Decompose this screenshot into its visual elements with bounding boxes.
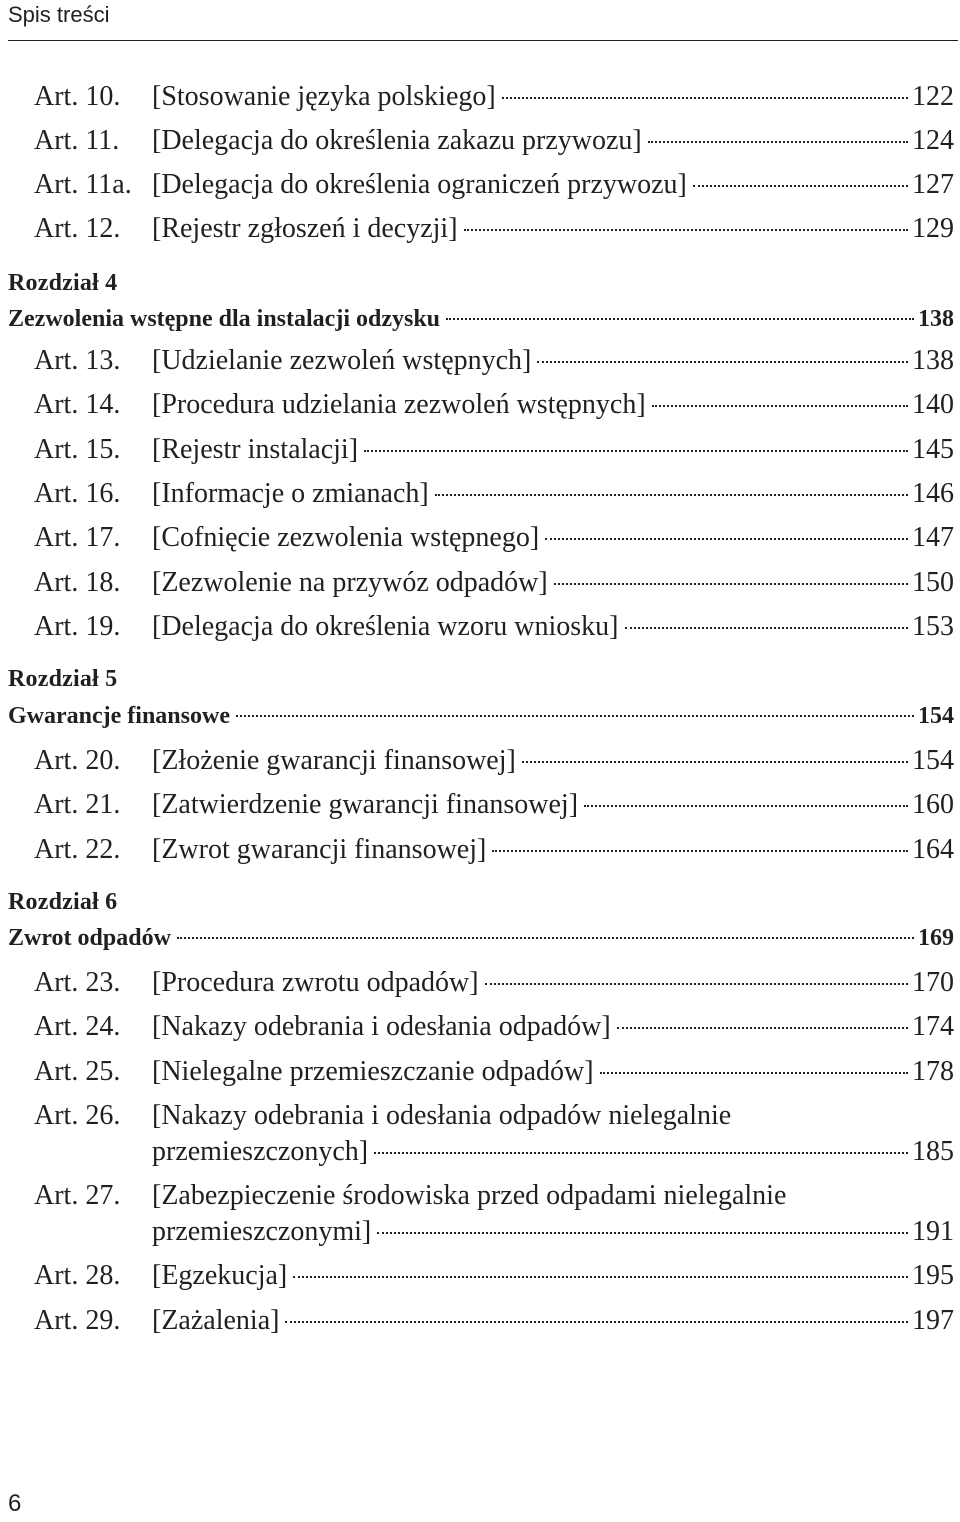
- dot-leader: [584, 805, 908, 807]
- toc-entry[interactable]: [0, 210, 960, 248]
- page-ref: 153: [912, 611, 954, 642]
- dot-leader: [545, 538, 908, 540]
- dot-leader: [464, 229, 908, 231]
- entry-title-line2: przemieszczonych]: [152, 1136, 369, 1167]
- article-number: Art. 10.: [34, 81, 121, 112]
- toc-entry[interactable]: [0, 519, 960, 557]
- page-ref: 170: [912, 967, 954, 998]
- page-ref: 147: [912, 522, 954, 553]
- page-ref: 169: [918, 925, 954, 951]
- entry-title: [Delegacja do określenia zakazu przywozu]: [152, 125, 642, 156]
- dot-leader: [285, 1321, 908, 1323]
- toc-entry[interactable]: [0, 1097, 960, 1167]
- dot-leader: [377, 1232, 908, 1234]
- dot-leader: [600, 1072, 908, 1074]
- dot-leader: [693, 185, 908, 187]
- article-number: Art. 19.: [34, 611, 121, 642]
- chapter-label: Rozdział 4: [8, 270, 118, 296]
- article-number: Art. 18.: [34, 567, 121, 598]
- entry-title: [Stosowanie języka polskiego]: [152, 81, 496, 112]
- toc-entry[interactable]: [0, 475, 960, 513]
- page-ref: 178: [912, 1056, 954, 1087]
- dot-leader: [625, 627, 909, 629]
- entry-title: Zwrot odpadów: [8, 925, 171, 951]
- article-number: Art. 16.: [34, 478, 121, 509]
- page-ref: 140: [912, 389, 954, 420]
- page-ref: 191: [912, 1216, 954, 1247]
- toc-entry[interactable]: [0, 166, 960, 204]
- toc-entry[interactable]: [0, 78, 960, 116]
- article-number: Art. 28.: [34, 1260, 121, 1291]
- page-ref: 122: [912, 81, 954, 112]
- toc-entry[interactable]: [0, 831, 960, 869]
- dot-leader: [236, 715, 914, 717]
- article-number: Art. 26.: [34, 1100, 121, 1131]
- entry-title: [Cofnięcie zezwolenia wstępnego]: [152, 522, 540, 553]
- page-ref: 138: [912, 345, 954, 376]
- article-number: Art. 11.: [34, 125, 120, 156]
- page-ref: 154: [912, 745, 954, 776]
- page-ref: 174: [912, 1011, 954, 1042]
- chapter-label: Rozdział 6: [8, 889, 118, 915]
- entry-title: [Egzekucja]: [152, 1260, 288, 1291]
- toc-entry[interactable]: [0, 742, 960, 780]
- entry-title: [Udzielanie zezwoleń wstępnych]: [152, 345, 532, 376]
- entry-title-line1: [Nakazy odebrania i odesłania odpadów nielegalnie: [152, 1100, 732, 1131]
- dot-leader: [374, 1152, 908, 1154]
- entry-title: [Procedura zwrotu odpadów]: [152, 967, 479, 998]
- dot-leader: [485, 983, 908, 985]
- page-ref: 154: [918, 703, 954, 729]
- toc-entry[interactable]: [0, 786, 960, 824]
- entry-title: [Zażalenia]: [152, 1305, 280, 1336]
- dot-leader: [435, 494, 908, 496]
- article-number: Art. 13.: [34, 345, 121, 376]
- dot-leader: [617, 1027, 908, 1029]
- entry-title-line1: [Zabezpieczenie środowiska przed odpadami nielegalnie: [152, 1180, 787, 1211]
- article-number: Art. 17.: [34, 522, 121, 553]
- dot-leader: [293, 1276, 908, 1278]
- article-number: Art. 14.: [34, 389, 121, 420]
- page-ref: 127: [912, 169, 954, 200]
- article-number: Art. 12.: [34, 213, 121, 244]
- article-number: Art. 21.: [34, 789, 121, 820]
- entry-title: [Zwrot gwarancji finansowej]: [152, 834, 487, 865]
- article-number: Art. 11a.: [34, 169, 132, 200]
- page-ref: 138: [918, 306, 954, 332]
- toc-entry[interactable]: [0, 1053, 960, 1091]
- chapter-title-row[interactable]: [0, 300, 960, 338]
- toc-entry[interactable]: [0, 386, 960, 424]
- toc-entry[interactable]: [0, 564, 960, 602]
- chapter-label: Rozdział 5: [8, 666, 118, 692]
- entry-title: Gwarancje finansowe: [8, 703, 230, 729]
- dot-leader: [554, 583, 908, 585]
- article-number: Art. 22.: [34, 834, 121, 865]
- article-number: Art. 23.: [34, 967, 121, 998]
- entry-title-line2: przemieszczonymi]: [152, 1216, 372, 1247]
- page-number: 6: [8, 1490, 22, 1517]
- entry-title: [Nielegalne przemieszczanie odpadów]: [152, 1056, 594, 1087]
- entry-title: [Delegacja do określenia ograniczeń przywozu]: [152, 169, 687, 200]
- entry-title: [Zezwolenie na przywóz odpadów]: [152, 567, 548, 598]
- toc-entry[interactable]: [0, 431, 960, 469]
- dot-leader: [648, 141, 908, 143]
- entry-title: [Złożenie gwarancji finansowej]: [152, 745, 516, 776]
- entry-title: Zezwolenia wstępne dla instalacji odzysku: [8, 306, 441, 332]
- article-number: Art. 24.: [34, 1011, 121, 1042]
- toc-entry[interactable]: [0, 1008, 960, 1046]
- toc-entry[interactable]: [0, 608, 960, 646]
- toc-entry[interactable]: [0, 1177, 960, 1247]
- entry-title: [Informacje o zmianach]: [152, 478, 429, 509]
- dot-leader: [537, 361, 908, 363]
- header-rule: [8, 40, 958, 41]
- running-header: Spis treści: [8, 2, 110, 27]
- page-ref: 160: [912, 789, 954, 820]
- article-number: Art. 27.: [34, 1180, 121, 1211]
- dot-leader: [446, 318, 914, 320]
- article-number: Art. 15.: [34, 434, 121, 465]
- page-ref: 146: [912, 478, 954, 509]
- entry-title: [Procedura udzielania zezwoleń wstępnych]: [152, 389, 646, 420]
- article-number: Art. 25.: [34, 1056, 121, 1087]
- dot-leader: [177, 937, 914, 939]
- dot-leader: [502, 97, 908, 99]
- dot-leader: [492, 850, 908, 852]
- page-ref: 164: [912, 834, 954, 865]
- page-ref: 197: [912, 1305, 954, 1336]
- toc-entry[interactable]: [0, 1257, 960, 1295]
- entry-title: [Rejestr zgłoszeń i decyzji]: [152, 213, 458, 244]
- toc-entry[interactable]: [0, 964, 960, 1002]
- page-ref: 129: [912, 213, 954, 244]
- dot-leader: [652, 405, 908, 407]
- chapter-title-row[interactable]: [0, 919, 960, 957]
- page-ref: 195: [912, 1260, 954, 1291]
- toc-entry[interactable]: [0, 342, 960, 380]
- entry-title: [Delegacja do określenia wzoru wniosku]: [152, 611, 619, 642]
- chapter-title-row[interactable]: [0, 697, 960, 735]
- entry-title: [Nakazy odebrania i odesłania odpadów]: [152, 1011, 611, 1042]
- entry-title: [Rejestr instalacji]: [152, 434, 359, 465]
- toc-entry[interactable]: [0, 1302, 960, 1340]
- toc-entry[interactable]: [0, 122, 960, 160]
- entry-title: [Zatwierdzenie gwarancji finansowej]: [152, 789, 579, 820]
- page-ref: 145: [912, 434, 954, 465]
- page-ref: 185: [912, 1136, 954, 1167]
- page-ref: 150: [912, 567, 954, 598]
- article-number: Art. 20.: [34, 745, 121, 776]
- dot-leader: [522, 761, 908, 763]
- article-number: Art. 29.: [34, 1305, 121, 1336]
- dot-leader: [364, 450, 908, 452]
- page-ref: 124: [912, 125, 954, 156]
